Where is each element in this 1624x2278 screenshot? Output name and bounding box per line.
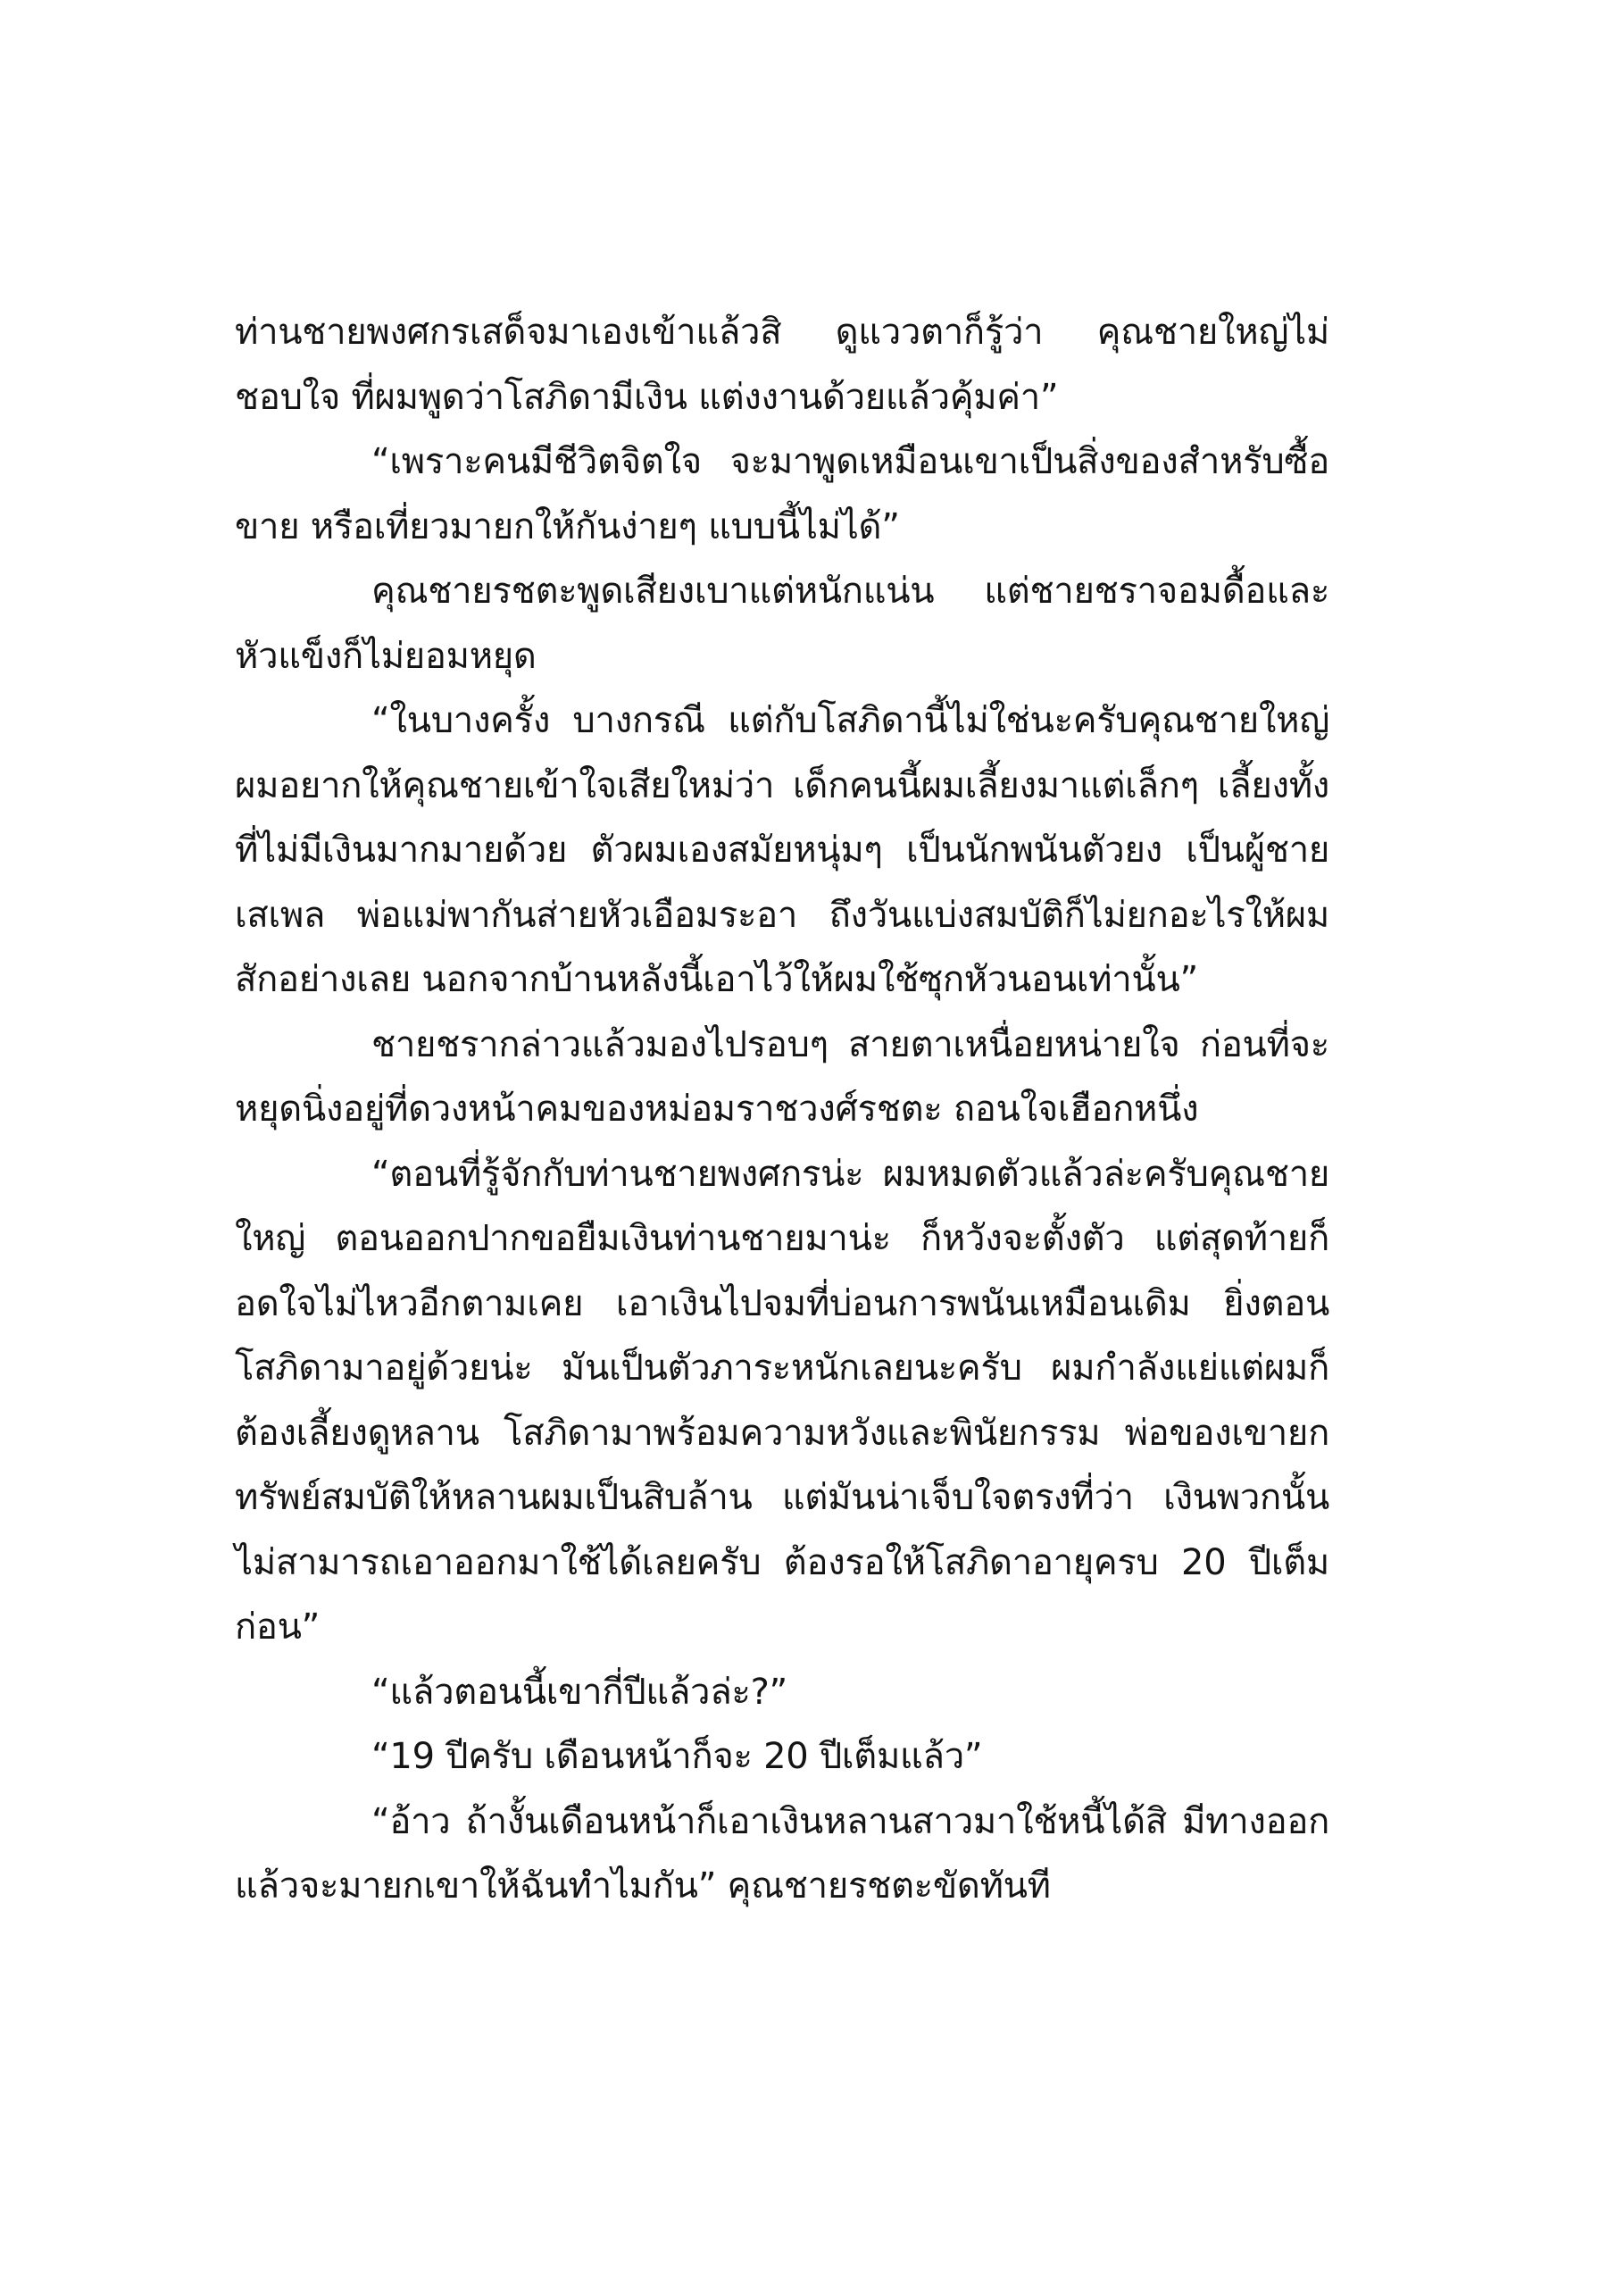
paragraph: “อ้าว ถ้างั้นเดือนหน้าก็เอาเงินหลานสาวมาใช้หนี้ได้สิ มีทางออกแล้วจะมายกเขาให้ฉันทำไมกัน” คุณชายรชตะขัดทันที: [235, 1800, 1329, 1907]
paragraph: “ตอนที่รู้จักกับท่านชายพงศกรน่ะ ผมหมดตัวแล้วล่ะครับคุณชายใหญ่ ตอนออกปากขอยืมเงินท่านชายมาน่ะ ก็หวังจะตั้งตัว แต่สุดท้ายก็อดใจไม่ไหวอีกตามเคย เอาเงินไปจมที่บ่อนการพนันเหมือนเดิม ยิ่งตอนโสภิดามาอยู่ด้วยน่ะ มันเป็นตัวภาระหนักเลยนะครับ ผมกำลังแย่แต่ผมก็ต้องเลี้ยงดูหลาน โสภิดามาพร้อมความหวังและพินัยกรรม พ่อของเขายกทรัพย์สมบัติให้หลานผมเป็นสิบล้าน แต่มันน่าเจ็บใจตรงที่ว่า เงินพวกนั้นไม่สามารถเอาออกมาใช้ได้เลยครับ ต้องรอให้โสภิดาอายุครบ 20 ปีเต็มก่อน”: [235, 1153, 1329, 1648]
paragraph: คุณชายรชตะพูดเสียงเบาแต่หนักแน่น แต่ชายชราจอมดื้อและหัวแข็งก็ไม่ยอมหยุด: [235, 571, 1329, 677]
paragraph: ชายชรากล่าวแล้วมองไปรอบๆ สายตาเหนื่อยหน่ายใจ ก่อนที่จะหยุดนิ่งอยู่ที่ดวงหน้าคมของหม่อมราชวงศ์รชตะ ถอนใจเฮือกหนึ่ง: [235, 1023, 1329, 1130]
paragraph: ท่านชายพงศกรเสด็จมาเองเข้าแล้วสิ ดูแววตาก็รู้ว่า คุณชายใหญ่ไม่ชอบใจ ที่ผมพูดว่าโสภิดามีเงิน แต่งงานด้วยแล้วคุ้มค่า”: [235, 312, 1329, 418]
paragraph: “ในบางครั้ง บางกรณี แต่กับโสภิดานี้ไม่ใช่นะครับคุณชายใหญ่ ผมอยากให้คุณชายเข้าใจเสียใหม่ว่า เด็กคนนี้ผมเลี้ยงมาแต่เล็กๆ เลี้ยงทั้งที่ไม่มีเงินมากมายด้วย ตัวผมเองสมัยหนุ่มๆ เป็นนักพนันตัวยง เป็นผู้ชายเสเพล พ่อแม่พากันส่ายหัวเอือมระอา ถึงวันแบ่งสมบัติก็ไม่ยกอะไรให้ผมสักอย่างเลย นอกจากบ้านหลังนี้เอาไว้ให้ผมใช้ซุกหัวนอนเท่านั้น”: [235, 700, 1329, 1000]
paragraph: “19 ปีครับ เดือนหน้าก็จะ 20 ปีเต็มแล้ว”: [371, 1736, 983, 1777]
page-body-text: [235, 300, 1329, 1919]
paragraph: “เพราะคนมีชีวิตจิตใจ จะมาพูดเหมือนเขาเป็นสิ่งของสำหรับซื้อขาย หรือเที่ยวมายกให้กันง่ายๆ แบบนี้ไม่ได้”: [235, 441, 1329, 547]
paragraph: “แล้วตอนนี้เขากี่ปีแล้วล่ะ?”: [371, 1671, 787, 1713]
